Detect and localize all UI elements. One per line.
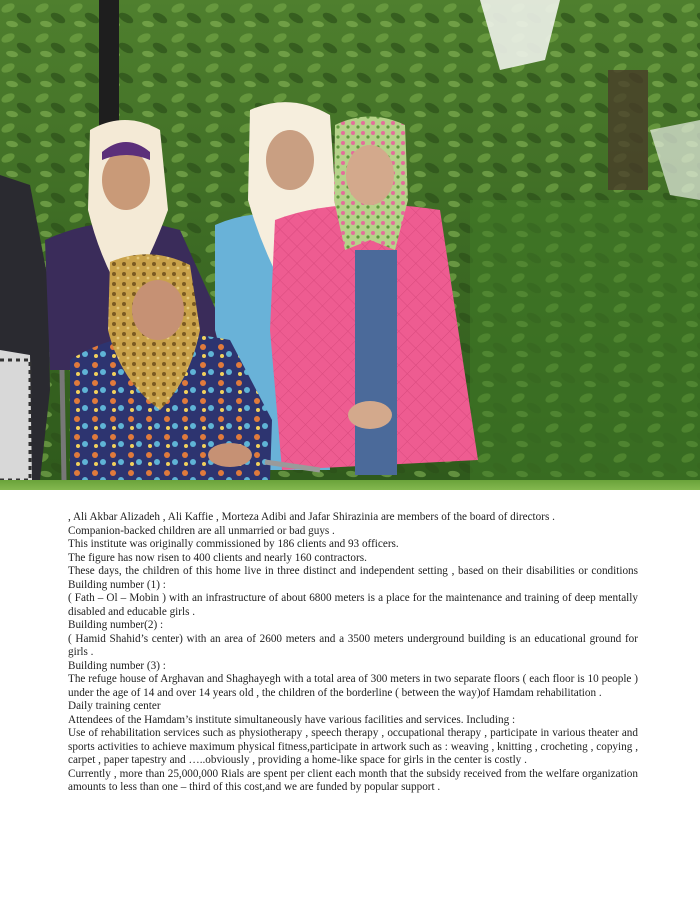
paragraph: Currently , more than 25,000,000 Rials are spent per client each month that the subsidy received from the welfare organization amounts to less than one – third of this cost,and we are funded by popular support . — [68, 767, 638, 793]
paragraph: Attendees of the Hamdam’s institute simultaneously have various facilities and services. Including : — [68, 713, 516, 726]
paragraph: These days, the children of this home live in three distinct and independent setting , based on their disabilities or conditions Building number (1) : — [68, 565, 638, 591]
paragraph: Daily training center — [68, 700, 161, 712]
paragraph: ( Hamid Shahid’s center) with an area of 2600 meters and a 3500 meters underground building is an educational ground for girls . — [68, 632, 638, 658]
paragraph: ( Fath – Ol – Mobin ) with an infrastructure of about 6800 meters is a place for the maintenance and training of deep mentally disabled and educable girls . — [68, 592, 638, 618]
paragraph: Use of rehabilitation services such as physiotherapy , speech therapy , occupational therapy , participate in various theater and sports activities to achieve maximum physical fitness,participate in artwork such as : weaving , knitting , crocheting , copying , carpet , paper tapestry and …..obviously , providing a home-like space for girls in the center is costly . — [68, 727, 638, 766]
paragraph: Companion-backed children are all unmarried or bad guys . — [68, 524, 335, 537]
body-text — [68, 511, 638, 795]
paragraph: The refuge house of Arghavan and Shaghayegh with a total area of 300 meters in two separate floors ( each floor is 10 people ) under the age of 14 and over 14 years old , the children of the borderline ( between the way)of Hamdam rehabilitation . — [68, 673, 638, 699]
paragraph: Building number(2) : — [68, 619, 164, 631]
paragraph: This institute was originally commissioned by 186 clients and 93 officers. — [68, 538, 399, 550]
paragraph: Building number (3) : — [68, 659, 166, 672]
paragraph: The figure has now risen to 400 clients and nearly 160 contractors. — [68, 551, 367, 564]
paragraph: , Ali Akbar Alizadeh , Ali Kaffie , Morteza Adibi and Jafar Shirazinia are members of the board of directors . — [68, 511, 555, 523]
green-divider-band — [0, 480, 700, 490]
